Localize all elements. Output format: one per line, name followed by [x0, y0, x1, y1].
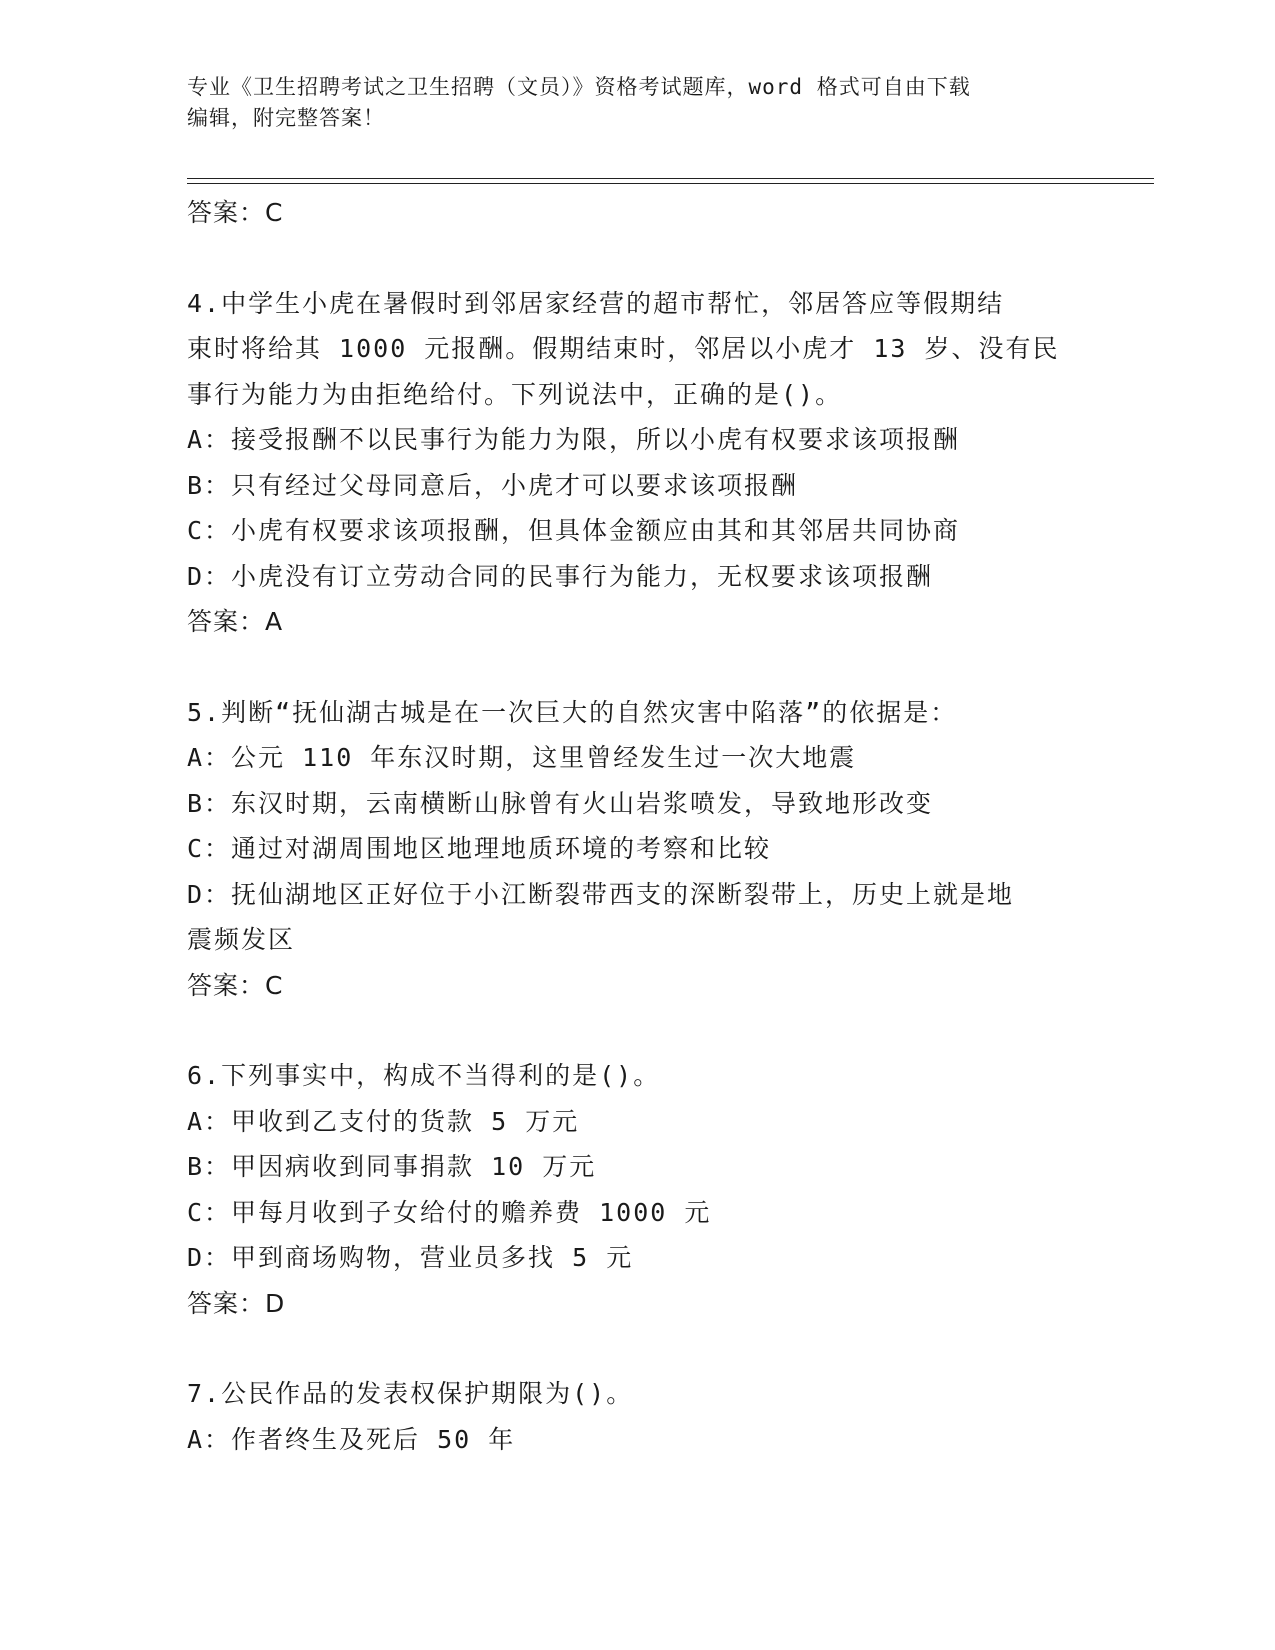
header-line-1: 专业《卫生招聘考试之卫生招聘（文员）》资格考试题库，word 格式可自由下载: [187, 75, 971, 99]
question-block-3: [187, 190, 1087, 236]
option-b: B：甲因病收到同事捐款 10 万元: [187, 1152, 597, 1181]
answer-label: 答案：D: [187, 1288, 286, 1318]
option-a: A：接受报酬不以民事行为能力为限，所以小虎有权要求该项报酬: [187, 425, 961, 454]
option-d: D：小虎没有订立劳动合同的民事行为能力，无权要求该项报酬: [187, 561, 934, 591]
header-divider-top: [187, 178, 1154, 179]
option-b: B：东汉时期，云南横断山脉曾有火山岩浆喷发，导致地形改变: [187, 788, 934, 818]
option-c: C：通过对湖周围地区地理地质环境的考察和比较: [187, 834, 772, 863]
question-block-5: [187, 690, 1087, 1009]
header-divider-bottom: [187, 183, 1154, 184]
question-list: [187, 190, 1087, 1462]
question-block-7: [187, 1371, 1087, 1462]
option-a: A：公元 110 年东汉时期，这里曾经发生过一次大地震: [187, 743, 857, 772]
answer-label: 答案：C: [187, 198, 284, 227]
question-stem: 事行为能力为由拒绝给付。下列说法中，正确的是()。: [187, 379, 843, 409]
option-b: B：只有经过父母同意后，小虎才可以要求该项报酬: [187, 470, 799, 500]
option-c: C：甲每月收到子女给付的赡养费 1000 元: [187, 1197, 712, 1227]
question-block-4: [187, 281, 1087, 645]
question-stem: 4.中学生小虎在暑假时到邻居家经营的超市帮忙，邻居答应等假期结: [187, 288, 1005, 318]
document-header: [187, 72, 1087, 134]
option-d: D：抚仙湖地区正好位于小江断裂带西支的深断裂带上，历史上就是地: [187, 879, 1015, 909]
option-a: A：作者终生及死后 50 年: [187, 1424, 516, 1454]
option-a: A：甲收到乙支付的货款 5 万元: [187, 1106, 580, 1136]
answer-label: 答案：A: [187, 607, 284, 636]
question-stem: 7.公民作品的发表权保护期限为()。: [187, 1379, 634, 1408]
option-d: D：甲到商场购物，营业员多找 5 元: [187, 1243, 634, 1272]
question-stem: 束时将给其 1000 元报酬。假期结束时，邻居以小虎才 13 岁、没有民: [187, 334, 1060, 363]
answer-label: 答案：C: [187, 970, 284, 1000]
header-line-2: 编辑，附完整答案！: [187, 106, 385, 130]
option-c: C：小虎有权要求该项报酬，但具体金额应由其和其邻居共同协商: [187, 516, 961, 545]
question-block-6: [187, 1053, 1087, 1326]
question-stem: 5.判断“抚仙湖古城是在一次巨大的自然灾害中陷落”的依据是：: [187, 697, 958, 727]
question-stem: 6.下列事实中，构成不当得利的是()。: [187, 1061, 661, 1090]
option-d-continued: 震频发区: [187, 925, 296, 954]
